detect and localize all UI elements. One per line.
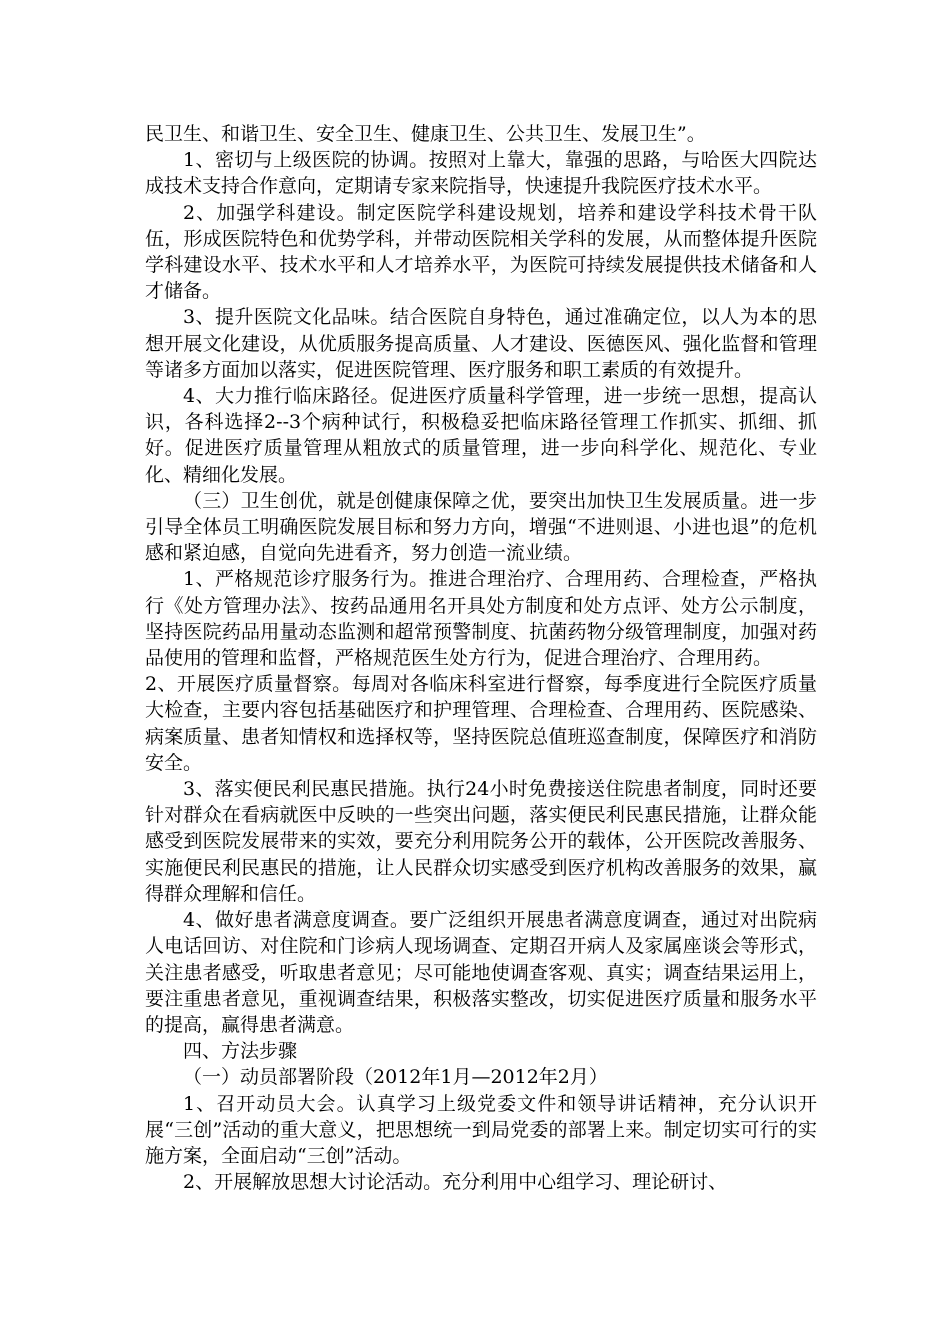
subsection-heading-mobilization: （一）动员部署阶段（2012年1月—2012年2月） [183,1066,608,1089]
document-body [145,121,817,1195]
paragraph-hospital-culture: 3、提升医院文化品味。结合医院自身特色，通过准确定位，以人为本的思想开展文化建设，从优质服务提高质量、人才建设、医德医风、强化监督和管理等诸多方面加以落实，促进医院管理、医疗服务和职工素质的有效提升。 [145,306,817,381]
paragraph-continuation: 民卫生、和谐卫生、安全卫生、健康卫生、公共卫生、发展卫生”。 [145,123,706,145]
section-heading-methods: 四、方法步骤 [183,1040,298,1063]
paragraph-satisfaction-survey: 4、做好患者满意度调查。要广泛组织开展患者满意度调查，通过对出院病人电话回访、对住院和门诊病人现场调查、定期召开病人及家属座谈会等形式，关注患者感受，听取患者意见；尽可能地使调查客观、真实；调查结果运用上，要注重患者意见，重视调查结果，积极落实整改，切实促进医疗质量和服务水平的提高，赢得患者满意。 [145,909,817,1036]
paragraph-health-excellence: （三）卫生创优，就是创健康保障之优，要突出加快卫生发展质量。进一步引导全体员工明确医院发展目标和努力方向，增强“不进则退、小进也退”的危机感和紧迫感，自觉向先进看齐，努力创造一流业绩。 [145,489,817,565]
paragraph-convenience-measures: 3、落实便民利民惠民措施。执行24小时免费接送住院患者制度，同时还要针对群众在看病就医中反映的一些突出问题，落实便民利民惠民措施，让群众能感受到医院发展带来的实效，要充分利用院务公开的载体，公开医院改善服务、实施便民利民惠民的措施，让人民群众切实感受到医疗机构改善服务的效果，赢得群众理解和信任。 [145,778,817,905]
paragraph-clinical-pathway: 4、大力推行临床路径。促进医疗质量科学管理，进一步统一思想，提高认识，各科选择2--3个病种试行，积极稳妥把临床路径管理工作抓实、抓细、抓好。促进医疗质量管理从粗放式的质量管理，进一步向科学化、规范化、专业化、精细化发展。 [145,385,817,486]
paragraph-quality-inspection: 2、开展医疗质量督察。每周对各临床科室进行督察，每季度进行全院医疗质量大检查，主要内容包括基础医疗和护理管理、合理检查、合理用药、医院感染、病案质量、患者知情权和选择权等，坚持医院总值班巡查制度，保障医疗和消防安全。 [145,673,817,774]
paragraph-standardize-treatment: 1、严格规范诊疗服务行为。推进合理治疗、合理用药、合理检查，严格执行《处方管理办法》、按药品通用名开具处方制度和处方点评、处方公示制度，坚持医院药品用量动态监测和超常预警制度、抗菌药物分级管理制度，加强对药品使用的管理和监督，严格规范医生处方行为，促进合理治疗、合理用药。 [145,568,817,670]
paragraph-mobilization-meeting: 1、召开动员大会。认真学习上级党委文件和领导讲话精神，充分认识开展“三创”活动的重大意义，把思想统一到局党委的部署上来。制定切实可行的实施方案，全面启动“三创”活动。 [145,1092,817,1167]
paragraph-discussion-activity: 2、开展解放思想大讨论活动。充分利用中心组学习、理论研讨、 [183,1171,728,1194]
paragraph-discipline-building: 2、加强学科建设。制定医院学科建设规划，培养和建设学科技术骨干队伍，形成医院特色和优势学科，并带动医院相关学科的发展，从而整体提升医院学科建设水平、技术水平和人才培养水平，为医院可持续发展提供技术储备和人才储备。 [145,201,817,303]
paragraph-hospital-coordination: 1、密切与上级医院的协调。按照对上靠大，靠强的思路，与哈医大四院达成技术支持合作意向，定期请专家来院指导，快速提升我院医疗技术水平。 [145,149,817,198]
